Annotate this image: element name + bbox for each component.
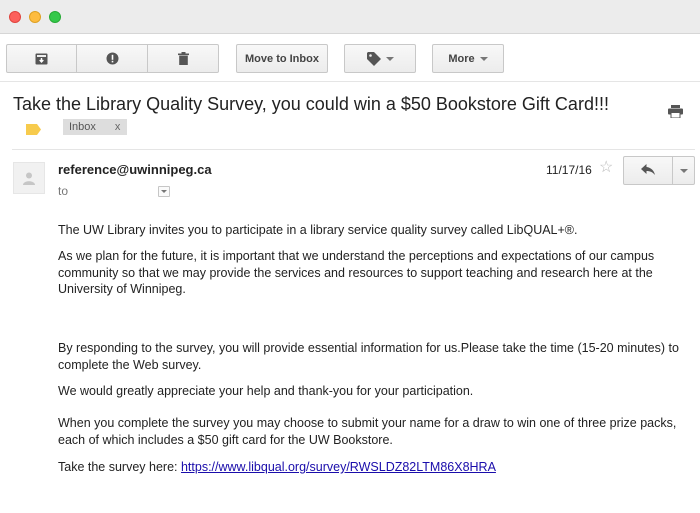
trash-icon — [178, 52, 189, 65]
chevron-down-icon — [386, 57, 394, 61]
body-paragraph: We would greatly appreciate your help and thank-you for your participation. — [58, 384, 474, 398]
message-subject: Take the Library Quality Survey, you could win a $50 Bookstore Gift Card!!! — [13, 94, 609, 114]
label-row — [26, 119, 127, 135]
body-paragraph: As we plan for the future, it is important that we understand the perceptions and expectations of our campus community so that we may provide the services and resources to support teaching and research here at the University of Winnipeg. — [58, 249, 655, 296]
labels-button[interactable] — [344, 44, 416, 73]
chevron-down-icon — [161, 190, 167, 193]
survey-link[interactable]: https://www.libqual.org/survey/RWSLDZ82LTM86X8HRA — [180, 460, 496, 474]
body-paragraph: The UW Library invites you to participate in a library service quality survey called LibQUAL+®. — [58, 223, 578, 237]
reply-button[interactable] — [623, 156, 673, 185]
close-window-button[interactable] — [9, 11, 21, 23]
divider — [12, 149, 695, 150]
star-icon[interactable]: ☆ — [599, 159, 614, 176]
delete-button[interactable] — [148, 44, 219, 73]
report-spam-icon — [106, 52, 119, 65]
to-prefix: to — [58, 184, 69, 198]
body-paragraph: By responding to the survey, you will provide essential information for us.Please take the time (15-20 minutes) to complete the Web survey. — [58, 341, 679, 372]
zoom-window-button[interactable] — [49, 11, 61, 23]
more-actions-button[interactable] — [672, 156, 695, 185]
person-icon — [22, 171, 36, 185]
move-to-inbox-button[interactable] — [236, 44, 328, 73]
reply-icon — [641, 162, 655, 180]
move-to-inbox-label: Move to Inbox — [245, 52, 319, 65]
remove-label-button[interactable]: x — [114, 121, 121, 133]
message-toolbar — [0, 34, 700, 82]
chevron-down-icon — [480, 57, 488, 61]
inbox-label-text: Inbox — [69, 121, 96, 133]
label-tag-icon — [367, 52, 381, 66]
inbox-label-chip[interactable] — [63, 119, 127, 135]
chevron-down-icon — [680, 169, 688, 173]
minimize-window-button[interactable] — [29, 11, 41, 23]
recipients-line — [58, 184, 170, 198]
archive-button[interactable] — [6, 44, 77, 73]
survey-link-paragraph — [58, 459, 688, 476]
window-titlebar — [0, 0, 700, 34]
archive-icon — [35, 53, 48, 65]
recipient-redacted — [68, 185, 158, 197]
more-label: More — [448, 52, 475, 65]
report-spam-button[interactable] — [77, 44, 148, 73]
sender-email[interactable]: reference@uwinnipeg.ca — [58, 162, 212, 177]
body-paragraph: When you complete the survey you may choose to submit your name for a draw to win one of three prize packs, each of which includes a $50 gift card for the UW Bookstore. — [58, 416, 677, 447]
print-icon[interactable] — [668, 105, 683, 123]
show-details-button[interactable] — [158, 186, 170, 197]
avatar — [13, 162, 45, 194]
more-button[interactable] — [432, 44, 504, 73]
survey-link-prefix: Take the survey here: — [58, 460, 181, 474]
message-date: 11/17/16 — [546, 163, 592, 177]
important-marker-icon[interactable] — [26, 122, 42, 133]
